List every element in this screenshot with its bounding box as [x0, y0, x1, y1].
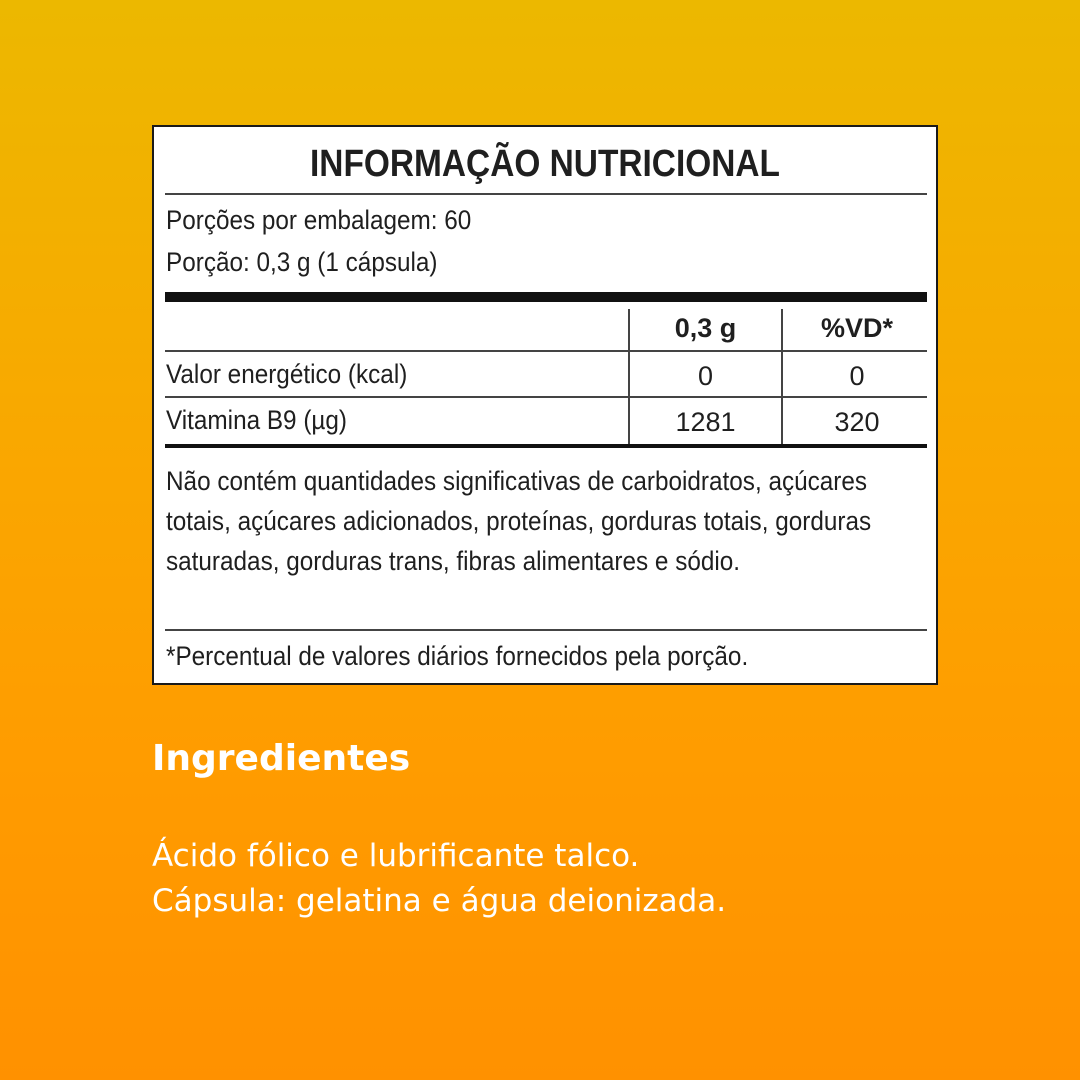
ingredients-heading: Ingredientes [152, 738, 411, 779]
divider [165, 629, 927, 631]
divider [165, 396, 927, 398]
nutrition-title: INFORMAÇÃO NUTRICIONAL [310, 143, 780, 185]
disclaimer-text: Não contém quantidades significativas de carboidratos, açúcares totais, açúcares adicionados, proteínas, gorduras totais, gorduras saturadas, gorduras trans, fibras alimentares e sódio. [166, 466, 872, 576]
divider-thick [165, 292, 927, 302]
ingredients-line: Cápsula: gelatina e água deionizada. [152, 883, 727, 919]
column-header-dv: %VD* [820, 313, 894, 343]
servings-per-package: Porções por embalagem: 60 [166, 205, 472, 235]
serving-size: Porção: 0,3 g (1 cápsula) [166, 247, 438, 277]
column-header-amount: 0,3 g [674, 313, 737, 343]
row-label-energy: Valor energético (kcal) [166, 359, 408, 389]
nutrition-facts-panel [152, 125, 938, 685]
footnote: *Percentual de valores diários fornecidos pela porção. [166, 641, 749, 671]
row-dv-vitamin-b9: 320 [834, 407, 880, 437]
row-dv-energy: 0 [849, 361, 865, 391]
row-amount-vitamin-b9: 1281 [675, 407, 736, 437]
divider [165, 350, 927, 352]
divider-bold [165, 444, 927, 448]
row-amount-energy: 0 [697, 361, 714, 391]
ingredients-line: Ácido fólico e lubrificante talco. [152, 838, 640, 874]
divider [165, 193, 927, 195]
row-label-vitamin-b9: Vitamina B9 (µg) [166, 405, 348, 435]
